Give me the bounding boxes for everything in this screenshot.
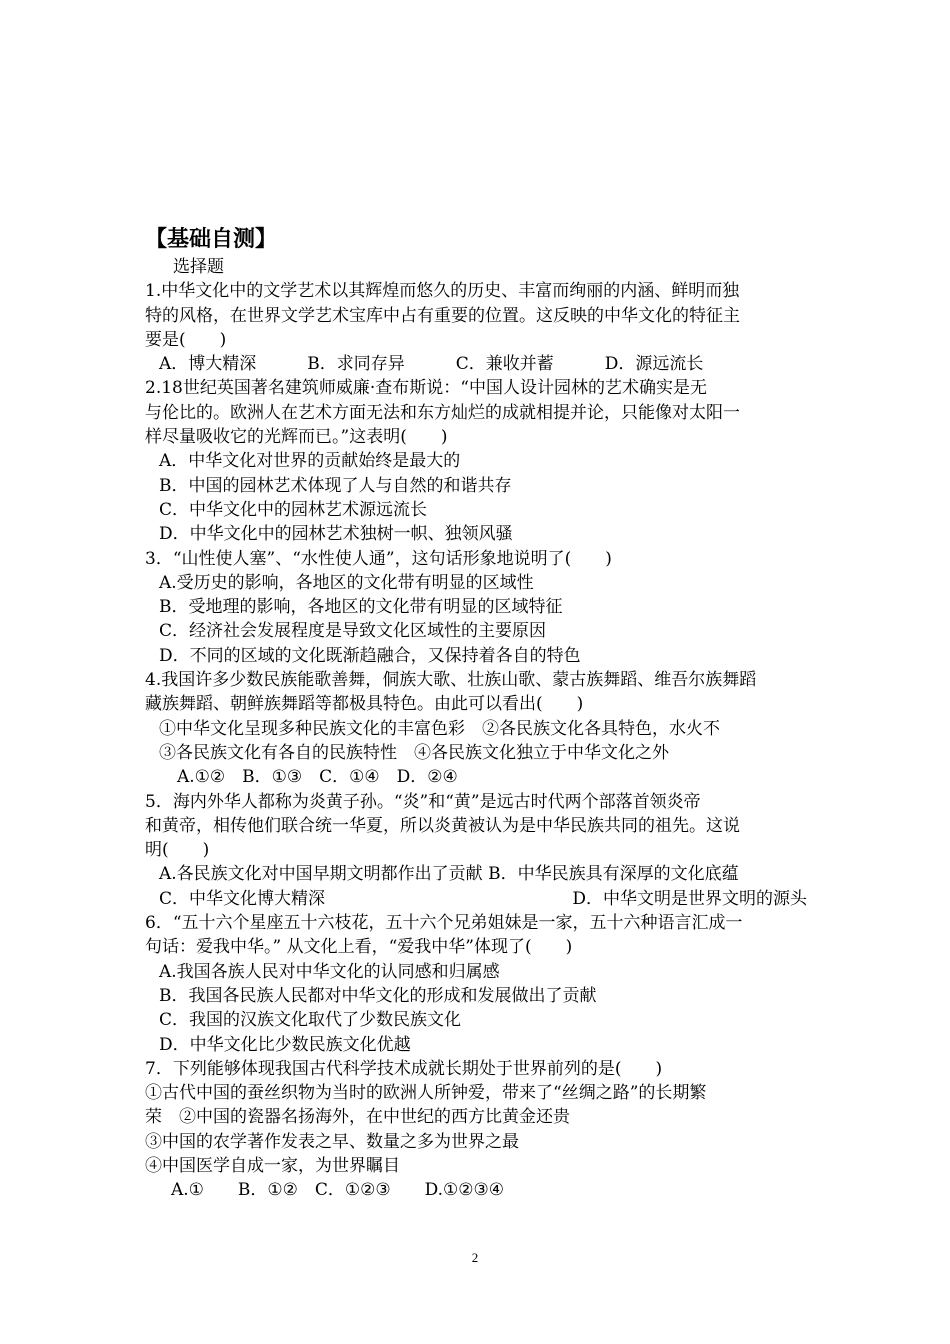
question-2 [145,376,825,546]
answer-option: B．我国各民族人民都对中华文化的形成和发展做出了贡献 [159,985,597,1006]
question-3 [145,547,825,668]
answer-option: D．中华文明是世界文明的源头 [572,888,807,909]
question-text: 明( ) [145,840,210,861]
question-content [145,255,825,1203]
statement-line: 荣 ②中国的瓷器名扬海外，在中世纪的西方比黄金还贵 [145,1107,570,1128]
answer-option: C．中华文化中的园林艺术源远流长 [159,499,428,520]
answer-option: A.我国各族人民对中华文化的认同感和归属感 [159,961,500,982]
question-text: 5．海内外华人都称为炎黄子孙。“炎”和“黄”是远古时代两个部落首领炎帝 [145,791,701,812]
answer-option: C．我国的汉族文化取代了少数民族文化 [159,1010,462,1031]
question-text: 6．“五十六个星座五十六枝花，五十六个兄弟姐妹是一家，五十六种语言汇成一 [145,913,743,934]
page-number: 2 [471,1250,479,1265]
question-text: 2.18世纪英国著名建筑师威廉·查布斯说：“中国人设计园林的艺术确实是无 [145,378,707,399]
answer-option: C．经济社会发展程度是导致文化区域性的主要原因 [159,621,547,642]
statement-line: ④中国医学自成一家，为世界瞩目 [145,1155,400,1176]
question-6 [145,911,825,1057]
statement-line: ①古代中国的蚕丝织物为当时的欧洲人所钟爱，带来了“丝绸之路”的长期繁 [145,1083,707,1104]
question-5 [145,790,825,911]
question-text: 特的风格，在世界文学艺术宝库中占有重要的位置。这反映的中华文化的特征主 [145,305,740,326]
statement-line: ③中国的农学著作发表之早、数量之多为世界之最 [145,1131,519,1152]
question-text: 样尽量吸收它的光辉而已。”这表明( ) [145,427,448,448]
question-7 [145,1057,825,1203]
question-4 [145,668,825,789]
question-text: 3．“山性使人塞”、“水性使人通”，这句话形象地说明了( ) [145,548,612,569]
question-text: 与伦比的。欧洲人在艺术方面无法和东方灿烂的成就相提并论，只能像对太阳一 [145,402,740,423]
question-text: 句话：爱我中华。” 从文化上看，“爱我中华”体现了( ) [145,937,573,958]
statement-line: ①中华文化呈现多种民族文化的丰富色彩 ②各民族文化各具特色，水火不 [159,718,720,739]
answer-options-row [145,887,825,911]
answer-options: A.① B．①② C．①②③ D.①②③④ [171,1180,505,1201]
section-subheading: 选择题 [173,257,224,277]
section-heading: 【基础自测】 [145,227,278,252]
question-text: 和黄帝，相传他们联合统一华夏，所以炎黄被认为是中华民族共同的祖先。这说 [145,815,740,836]
answer-option: B．中国的园林艺术体现了人与自然的和谐共存 [159,475,512,496]
answer-option: D．中华文化比少数民族文化优越 [159,1034,411,1055]
answer-option: C．中华文化博大精深 [159,888,326,909]
answer-option: A．中华文化对世界的贡献始终是最大的 [159,451,461,472]
question-text: 藏族舞蹈、朝鲜族舞蹈等都极具特色。由此可以看出( ) [145,694,584,715]
statement-line: ③各民族文化有各自的民族特性 ④各民族文化独立于中华文化之外 [159,742,669,763]
question-1 [145,279,825,376]
answer-options: A.各民族文化对中国早期文明都作出了贡献 B．中华民族具有深厚的文化底蕴 [159,864,739,885]
question-text: 1.中华文化中的文学艺术以其辉煌而悠久的历史、丰富而绚丽的内涵、鲜明而独 [145,281,740,302]
answer-option: B．受地理的影响，各地区的文化带有明显的区域特征 [159,597,563,618]
answer-option: D．中华文化中的园林艺术独树一帜、独领风骚 [159,524,513,545]
answer-option: A.受历史的影响，各地区的文化带有明显的区域性 [159,572,534,593]
question-text: 4.我国许多少数民族能歌善舞，侗族大歌、壮族山歌、蒙古族舞蹈、维吾尔族舞蹈 [145,670,757,691]
answer-options: A.①② B．①③ C．①④ D．②④ [177,767,458,788]
answer-options: A．博大精深 B．求同存异 C．兼收并蓄 D．源远流长 [159,354,704,375]
question-text: 要是( ) [145,329,227,350]
question-text: 7．下列能够体现我国古代科学技术成就长期处于世界前列的是( ) [145,1058,663,1079]
answer-option: D．不同的区域的文化既渐趋融合，又保持着各自的特色 [159,645,581,666]
